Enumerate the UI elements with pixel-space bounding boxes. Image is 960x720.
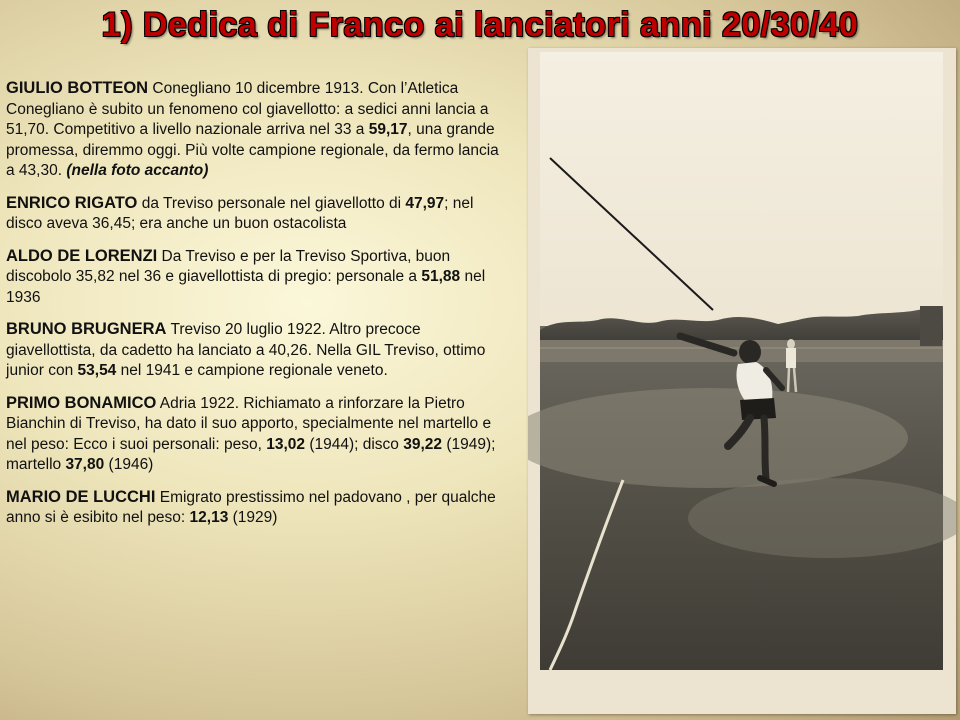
entry-text: (1946) bbox=[104, 456, 154, 473]
entry-text: Treviso 20 luglio 1922. Altro precoce giavellottista, da cadetto ha lanciato a 40,26. Nella GIL Treviso, ottimo junior con bbox=[6, 321, 486, 379]
entry-aldo-de-lorenzi bbox=[6, 246, 506, 309]
athlete-name: ALDO DE LORENZI bbox=[6, 246, 158, 265]
entry-text: Adria 1922. Richiamato a rinforzare la Pietro Bianchin di Treviso, ha dato il suo apporto, specialmente nel martello e nel peso: Ecco i suoi personali: peso, bbox=[6, 394, 492, 453]
athletes-text bbox=[6, 78, 506, 540]
entry-text: nel 1941 e campione regionale veneto. bbox=[116, 362, 388, 379]
entry-text: da Treviso personale nel giavellotto di bbox=[137, 194, 406, 212]
entry-text: nel 1936 bbox=[6, 268, 486, 306]
entry-mario-de-lucchi bbox=[6, 487, 506, 529]
tree-line bbox=[540, 306, 943, 344]
entry-text: Da Treviso e per la Treviso Sportiva, buon discobolo 35,82 nel 36 e giavellottista di pregio: personale a bbox=[6, 247, 451, 285]
entry-value: 51,88 bbox=[421, 268, 461, 285]
athlete-name: PRIMO BONAMICO bbox=[6, 393, 157, 412]
slide-title: 1) Dedica di Franco ai lanciatori anni 20/30/40 bbox=[101, 6, 859, 44]
entry-text: Emigrato prestissimo nel padovano , per qualche anno si è esibito nel peso: bbox=[6, 488, 496, 526]
athlete-name: GIULIO BOTTEON bbox=[6, 79, 149, 97]
entry-value: 53,54 bbox=[77, 362, 117, 379]
entry-text: (1929) bbox=[228, 509, 278, 526]
entry-bruno-brugnera bbox=[6, 319, 506, 382]
entry-value: 59,17 bbox=[368, 121, 408, 138]
entry-value: 39,22 bbox=[403, 435, 443, 453]
entry-value: 12,13 bbox=[189, 509, 229, 526]
entry-text: ; nel disco aveva 36,45; era anche un buon ostacolista bbox=[6, 194, 474, 232]
athlete-name: MARIO DE LUCCHI bbox=[6, 487, 156, 506]
entry-giulio-botteon bbox=[6, 78, 506, 182]
entry-value: 13,02 bbox=[266, 435, 306, 453]
entry-text: (1944); disco bbox=[305, 435, 404, 453]
athlete-name: ENRICO RIGATO bbox=[6, 193, 138, 212]
javelin bbox=[550, 158, 713, 310]
athlete-name: BRUNO BRUGNERA bbox=[6, 320, 167, 338]
entry-primo-bonamico bbox=[6, 393, 506, 476]
entry-text: Conegliano 10 dicembre 1913. Con l’Atletica Conegliano è subito un fenomeno col giavellotto: a sedici anni lancia a 51,70. Competitivo a livello nazionale arriva nel 33 a bbox=[6, 80, 489, 138]
entry-value: 47,97 bbox=[405, 194, 445, 212]
entry-text: (1949); martello bbox=[6, 435, 496, 473]
entry-text: , una grande promessa, diremmo oggi. Più volte campione regionale, da fermo lancia a 43,30. bbox=[6, 121, 499, 179]
entry-value: 37,80 bbox=[65, 456, 105, 473]
chalk-line bbox=[550, 480, 623, 670]
photo-caption-note: (nella foto accanto) bbox=[66, 162, 209, 179]
vintage-photo bbox=[528, 48, 956, 714]
entry-enrico-rigato bbox=[6, 193, 506, 235]
javelin-thrower-photo bbox=[528, 48, 956, 714]
